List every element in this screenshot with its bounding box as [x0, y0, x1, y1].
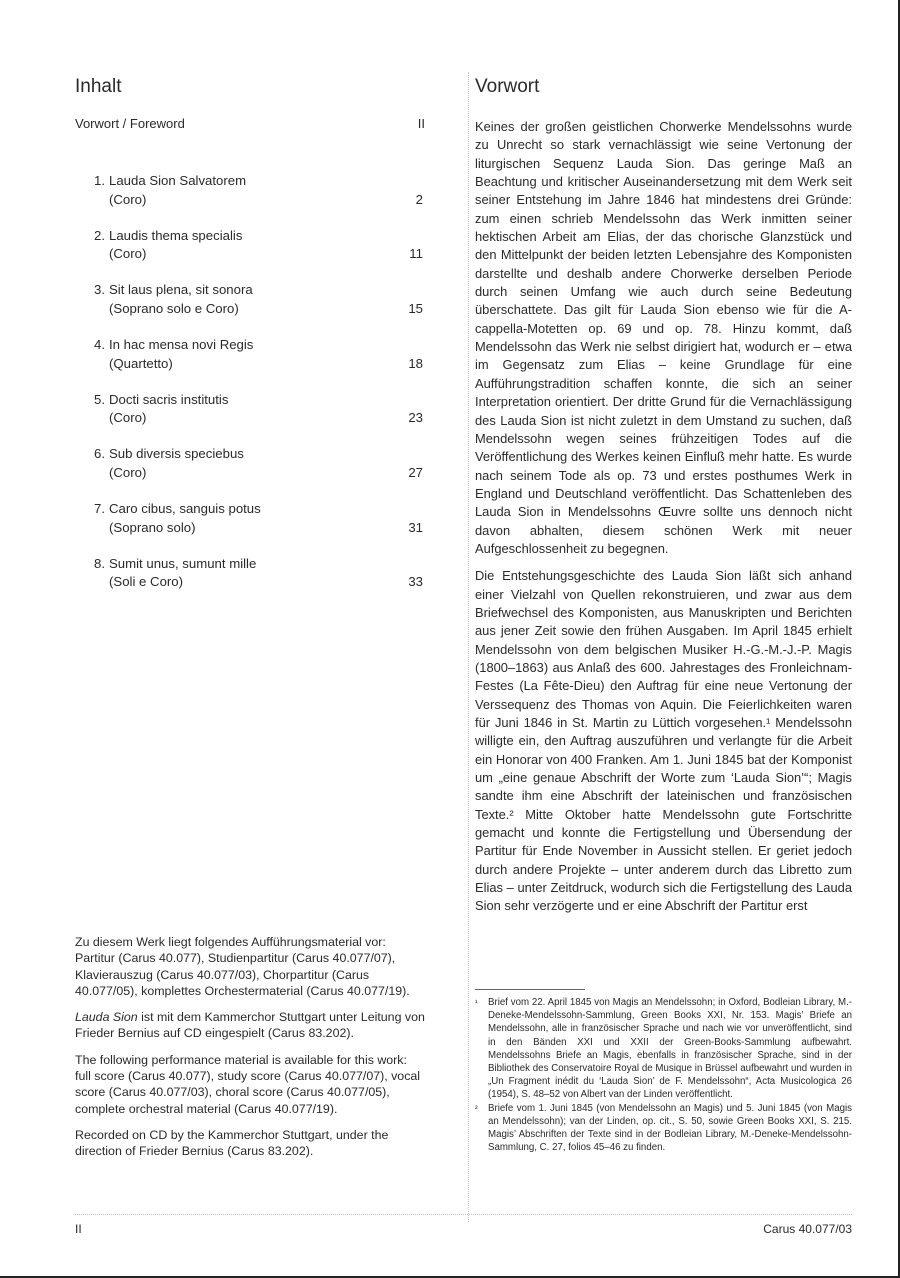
- toc-entry-title: Sit laus plena, sit sonora: [109, 282, 253, 298]
- toc-entry[interactable]: [75, 336, 425, 391]
- toc-entry-title: Laudis thema specialis: [109, 227, 243, 243]
- toc-foreword-entry[interactable]: [75, 116, 425, 131]
- footer-rule: [75, 1214, 852, 1215]
- column-divider: [468, 72, 470, 1222]
- vorwort-paragraph-1: Keines der großen geistlichen Chorwerke Mendelssohns wurde zu Unrecht so stark vernachlässigt wie seine Vertonung der liturgischen Sequenz Lauda Sion. Das geringe Maß an Beachtung und kritischer Auseinandersetzung mit dem Werk seit seiner Entstehung im Jahre 1846 hat mindestens drei Gründe: zum einen schrieb Mendelssohn das Werk inmitten seiner hektischen Arbeit am Elias, der das chorische Glanzstück und den Mittelpunkt der beiden letzten Lebensjahre des Komponisten darstellte und deshalb andere Chorwerke derselben Periode durch seinen Umfang wie auch durch seine Bedeutung überschattete. Das gilt für Lauda Sion ebenso wie für die A-cappella-Motetten op. 69 und op. 78. Hinzu kommt, daß Mendelssohn das Werk nie selbst dirigiert hat, wodurch er – etwa im Gegensatz zum Elias – keine Grundlage für eine Aufführungstradition schaffen konnte, die sich an seiner Interpretation orientiert. Der dritte Grund für die Vernachlässigung des Lauda Sion ist nicht zuletzt in dem Umstand zu suchen, daß Mendelssohn wegen seines frühzeitigen Todes auf die Veröffentlichung des Werkes keinen Einfluß mehr hatte. Es wurde nach seinem Tode als op. 73 und erstes posthumes Werk in England und Deutschland veröffentlicht. Das Schattenleben des Lauda Sion in Mendelssohns Œuvre sollte uns dennoch nicht davon abhalten, diesem schönen Werk mit neuer Aufgeschlossenheit zu begegnen.: [475, 119, 852, 556]
- toc-entry[interactable]: [75, 445, 425, 500]
- toc-entry-scoring: (Coro): [109, 410, 147, 426]
- info-german-recording: [75, 1009, 425, 1042]
- toc-entry-page: 33: [408, 574, 423, 590]
- toc-foreword-label: Vorwort / Foreword: [75, 116, 185, 131]
- toc-entry-page: 31: [408, 519, 423, 535]
- toc-entry-number: 7.: [94, 501, 105, 517]
- toc-entry-number: 5.: [94, 391, 105, 407]
- footnote-text: Briefe vom 1. Juni 1845 (von Mendelssohn an Magis) und 5. Juni 1845 (von Magis an Mendelssohn); van der Linden, op. cit., S. 50, sowie Green Books XXI, S. 215. Magis’ Abschriften der Texte sind in der Bodleian Library, M.-Deneke-Mendelssohn-Sammlung, C. 27, folios 45–46 zu finden.: [488, 1102, 852, 1154]
- toc-entry-page: 2: [415, 191, 423, 207]
- toc-entry-title: Lauda Sion Salvatorem: [109, 173, 247, 188]
- footnote-2: [475, 1102, 852, 1155]
- toc-entry-scoring: (Soprano solo e Coro): [109, 300, 239, 316]
- toc-entry[interactable]: [75, 500, 425, 555]
- toc-heading: Inhalt: [75, 76, 122, 97]
- footer-page-number: II: [75, 1222, 82, 1236]
- toc-entry[interactable]: [75, 391, 425, 446]
- toc-entry-number: 4.: [94, 337, 105, 353]
- toc-entry[interactable]: [75, 172, 425, 227]
- info-english-material: The following performance material is available for this work: full score (Carus 40.077), study score (Carus 40.077/07), vocal score (Carus 40.077/03), choral score (Carus 40.077/05), complete orchestral material (Carus 40.077/19).: [75, 1052, 421, 1116]
- toc-entry-page: 23: [408, 410, 423, 426]
- footnote-text: Brief vom 22. April 1845 von Magis an Mendelssohn; in Oxford, Bodleian Library, M.-Deneke-Mendelssohn-Sammlung, Green Books XXI, Nr. 153. Magis’ Briefe an Mendelssohn, alle in französischer Sprache und nach wie vor unveröffentlicht, sind in den Bänden XXI und XXII der Green-Books-Sammlung aufbewahrt. Mendelssohns Briefe an Magis, ebenfalls in französischer Sprache, sind in der Bibliothek des Conservatoire Royal de Musique in Brüssel aufbewahrt und wurden in „Un Fragment inédit du ‘Lauda Sion’ de F. Mendelssohn“, Acta Musicologica 26 (1954), S. 48–52 von Albert van der Linden veröffentlicht.: [488, 997, 852, 1101]
- toc-entry-number: 8.: [94, 555, 105, 571]
- vorwort-heading: Vorwort: [475, 76, 540, 97]
- footnote-mark: ¹: [475, 998, 478, 1007]
- toc-entry[interactable]: [75, 227, 425, 282]
- toc-entry[interactable]: [75, 555, 425, 610]
- toc-entry-scoring: (Coro): [109, 191, 147, 207]
- vorwort-paragraph-2: Die Entstehungsgeschichte des Lauda Sion läßt sich anhand einer Vielzahl von Quellen rekonstruieren, und zwar aus dem Briefwechsel des Komponisten, aus Manuskripten und Berichten aus jener Zeit sowie den frühen Ausgaben. Im April 1845 erhielt Mendelssohn von dem belgischen Musiker H.-G.-M.-J.-P. Magis (1800–1863) aus Anlaß des 600. Jahrestages des Fronleichnam-Festes (La Fête-Dieu) den Auftrag für eine neue Vertonung der Verssequenz des Thomas von Aquin. Die Feierlichkeiten waren für Juni 1846 in St. Martin zu Lüttich vorgesehen.¹ Mendelssohn willigte ein, den Auftrag auszuführen und verlangte für die Arbeit ein Honorar von 400 Franken. Am 1. Juni 1845 bat der Komponist um „eine genaue Abschrift der Worte zum ‘Lauda Sion’“; Magis sandte ihm eine Abschrift der lateinischen und französischen Texte.² Mitte Oktober hatte Mendelssohn gute Fortschritte gemacht und konnte die Fertigstellung und Übersendung der Partitur für Ende November in Aussicht stellen. Er geriet jedoch durch andere Projekte – unter anderem durch das Libretto zum Elias – unter Zeitdruck, wodurch sich die Fertigstellung des Lauda Sion sehr verzögerte und er eine Abschrift der Partitur erst: [475, 568, 852, 914]
- toc-column: [75, 74, 425, 590]
- toc-entry-scoring: (Soprano solo): [109, 519, 196, 535]
- toc-entry-scoring: (Soli e Coro): [109, 574, 184, 590]
- toc-entry-title: Docti sacris institutis: [109, 391, 229, 407]
- footnote-1: [475, 996, 852, 1102]
- toc-entry-title: In hac mensa novi Regis: [109, 337, 254, 353]
- footnotes: [475, 996, 852, 1154]
- toc-entry-page: 11: [409, 246, 423, 262]
- footer-catalog-number: Carus 40.077/03: [763, 1222, 852, 1236]
- performance-material-info: [75, 934, 425, 1170]
- toc-entry-title: Sub diversis speciebus: [109, 446, 244, 462]
- toc-entry-page: 15: [408, 300, 423, 316]
- toc-foreword-page: II: [417, 116, 425, 131]
- toc-entry-number: 3.: [94, 282, 105, 298]
- vorwort-body: [475, 118, 852, 925]
- info-recording-text: ist mit dem Kammerchor Stuttgart unter Leitung von Frieder Bernius auf CD eingespielt (Carus 83.202).: [75, 1010, 425, 1041]
- toc-entry-page: 18: [408, 355, 423, 371]
- info-german-material: Zu diesem Werk liegt folgendes Aufführungsmaterial vor: Partitur (Carus 40.077), Studienpartitur (Carus 40.077/07), Klavierauszug (Carus 40.077/03), Chorpartitur (Carus 40.077/05), komplettes Orchestermaterial (Carus 40.077/19).: [75, 935, 410, 998]
- footnote-rule: [475, 989, 585, 990]
- toc-entry-title: Sumit unus, sumunt mille: [109, 555, 257, 571]
- vorwort-column: [475, 74, 852, 914]
- toc-entry-title: Caro cibus, sanguis potus: [109, 501, 261, 517]
- info-english-recording: Recorded on CD by the Kammerchor Stuttgart, under the direction of Frieder Bernius (Carus 83.202).: [75, 1127, 389, 1159]
- toc-entry-number: 6.: [94, 446, 105, 462]
- toc-list: [75, 172, 425, 610]
- toc-entry-scoring: (Coro): [109, 464, 147, 480]
- toc-entry[interactable]: [75, 281, 425, 336]
- footnote-mark: ²: [475, 1103, 478, 1113]
- toc-entry-scoring: (Coro): [109, 246, 147, 262]
- toc-entry-number: 1.: [94, 173, 105, 188]
- toc-entry-page: 27: [408, 464, 423, 480]
- info-work-title: Lauda Sion: [75, 1010, 138, 1025]
- toc-entry-number: 2.: [94, 227, 105, 243]
- toc-entry-scoring: (Quartetto): [109, 355, 173, 371]
